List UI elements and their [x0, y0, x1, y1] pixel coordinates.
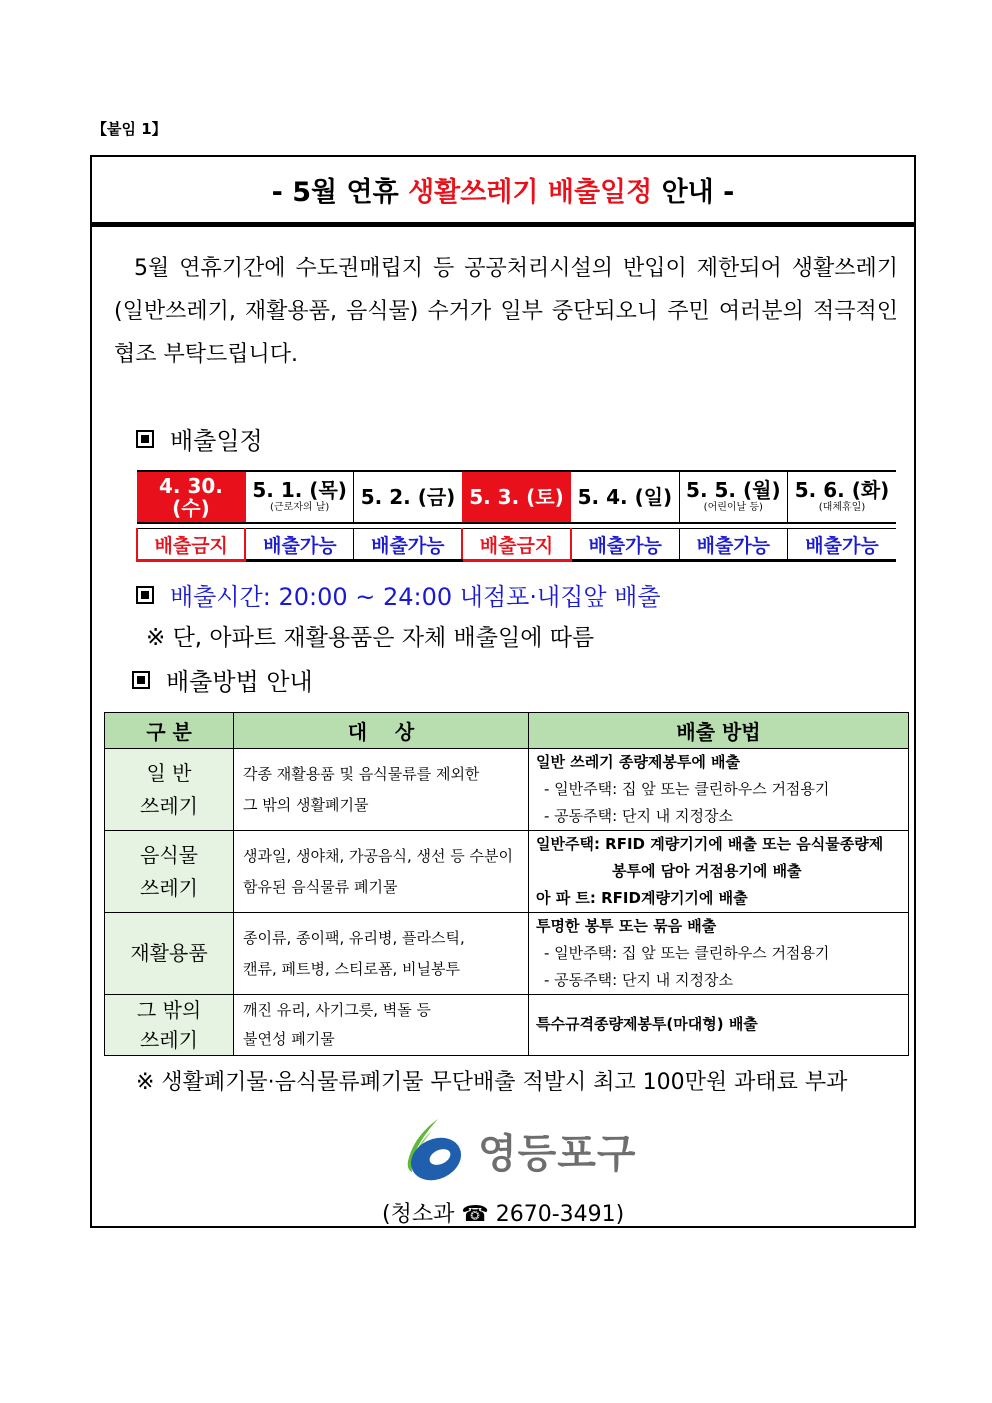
row-method: 투명한 봉투 또는 묶음 배출 - 일반주택: 집 앞 또는 클린하우스 거점용기 - 공동주택: 단지 내 지정장소 — [529, 913, 909, 995]
time-heading — [136, 577, 661, 612]
contact-info: (청소과 ☎ 2670-3491) — [382, 1202, 625, 1227]
square-bullet-icon — [136, 430, 154, 448]
schedule-date-3: 5. 3. (토) — [462, 471, 570, 523]
row-method: 특수규격종량제봉투(마대형) 배출 — [529, 995, 909, 1056]
attachment-label: 【붙임 1】 — [92, 120, 167, 138]
col-header-how: 배출 방법 — [529, 713, 909, 749]
schedule-heading — [136, 421, 263, 456]
intro-paragraph: 5월 연휴기간에 수도권매립지 등 공공처리시설의 반입이 제한되어 생활쓰레기(일반쓰레기, 재활용품, 음식물) 수거가 일부 중단되오니 주민 여러분의 적극적인 협조 부탁드립니다. — [114, 256, 898, 367]
fine-notice: ※ 생활폐기물·음식물류폐기물 무단배출 적발시 최고 100만원 과태료 부과 — [136, 1070, 848, 1095]
title-suffix: 안내 - — [652, 177, 735, 208]
row-category: 음식물 쓰레기 — [105, 831, 234, 913]
table-row — [105, 913, 909, 995]
schedule-status-6: 배출가능 — [788, 529, 896, 561]
title-highlight: 생활쓰레기 배출일정 — [408, 177, 653, 208]
title-prefix: - 5월 연휴 — [271, 177, 409, 208]
row-target: 생과일, 생야채, 가공음식, 생선 등 수분이 함유된 음식물류 폐기물 — [234, 831, 529, 913]
table-row — [105, 749, 909, 831]
row-category: 일 반 쓰레기 — [105, 749, 234, 831]
notice-frame — [90, 155, 916, 1228]
square-bullet-icon — [136, 586, 154, 604]
col-header-category: 구 분 — [105, 713, 234, 749]
row-method: 일반주택: RFID 계량기기에 배출 또는 음식물종량제 봉투에 담아 거점용기에 배출 아 파 트: RFID계량기기에 배출 — [529, 831, 909, 913]
col-header-target: 대 상 — [234, 713, 529, 749]
row-method: 일반 쓰레기 종량제봉투에 배출 - 일반주택: 집 앞 또는 클린하우스 거점용기 - 공동주택: 단지 내 지정장소 — [529, 749, 909, 831]
org-name: 영등포구 — [478, 1130, 637, 1177]
method-heading-text: 배출방법 안내 — [166, 668, 313, 696]
square-bullet-icon — [132, 671, 150, 689]
schedule-heading-text: 배출일정 — [170, 427, 263, 455]
schedule-date-0: 4. 30. (수) — [137, 471, 245, 523]
method-table — [104, 712, 909, 1056]
schedule-table — [136, 470, 896, 562]
schedule-status-5: 배출가능 — [679, 529, 787, 561]
schedule-date-5: 5. 5. (월) (어린이날 등) — [679, 471, 787, 523]
row-category: 재활용품 — [105, 913, 234, 995]
schedule-status-4: 배출가능 — [571, 529, 679, 561]
district-logo — [398, 1117, 637, 1183]
schedule-date-4: 5. 4. (일) — [571, 471, 679, 523]
schedule-status-3: 배출금지 — [462, 529, 570, 561]
schedule-status-0: 배출금지 — [137, 529, 245, 561]
method-heading — [132, 662, 313, 697]
row-target: 깨진 유리, 사기그릇, 벽돌 등 불연성 폐기물 — [234, 995, 529, 1056]
schedule-date-2: 5. 2. (금) — [354, 471, 462, 523]
schedule-date-1: 5. 1. (목) (근로자의 날) — [245, 471, 353, 523]
row-category: 그 밖의 쓰레기 — [105, 995, 234, 1056]
yeongdeungpo-emblem-icon — [398, 1117, 466, 1183]
time-heading-text: 배출시간: 20:00 ~ 24:00 내점포·내집앞 배출 — [170, 583, 661, 611]
schedule-status-2: 배출가능 — [354, 529, 462, 561]
row-target: 종이류, 종이팩, 유리병, 플라스틱, 캔류, 페트병, 스티로폼, 비닐봉투 — [234, 913, 529, 995]
row-target: 각종 재활용품 및 음식물류를 제외한 그 밖의 생활폐기물 — [234, 749, 529, 831]
schedule-date-6: 5. 6. (화) (대체휴일) — [788, 471, 896, 523]
page-title — [92, 157, 914, 224]
apartment-note: ※ 단, 아파트 재활용품은 자체 배출일에 따름 — [146, 625, 595, 651]
title-divider — [92, 224, 914, 227]
table-row — [105, 831, 909, 913]
schedule-status-1: 배출가능 — [245, 529, 353, 561]
table-row — [105, 995, 909, 1056]
